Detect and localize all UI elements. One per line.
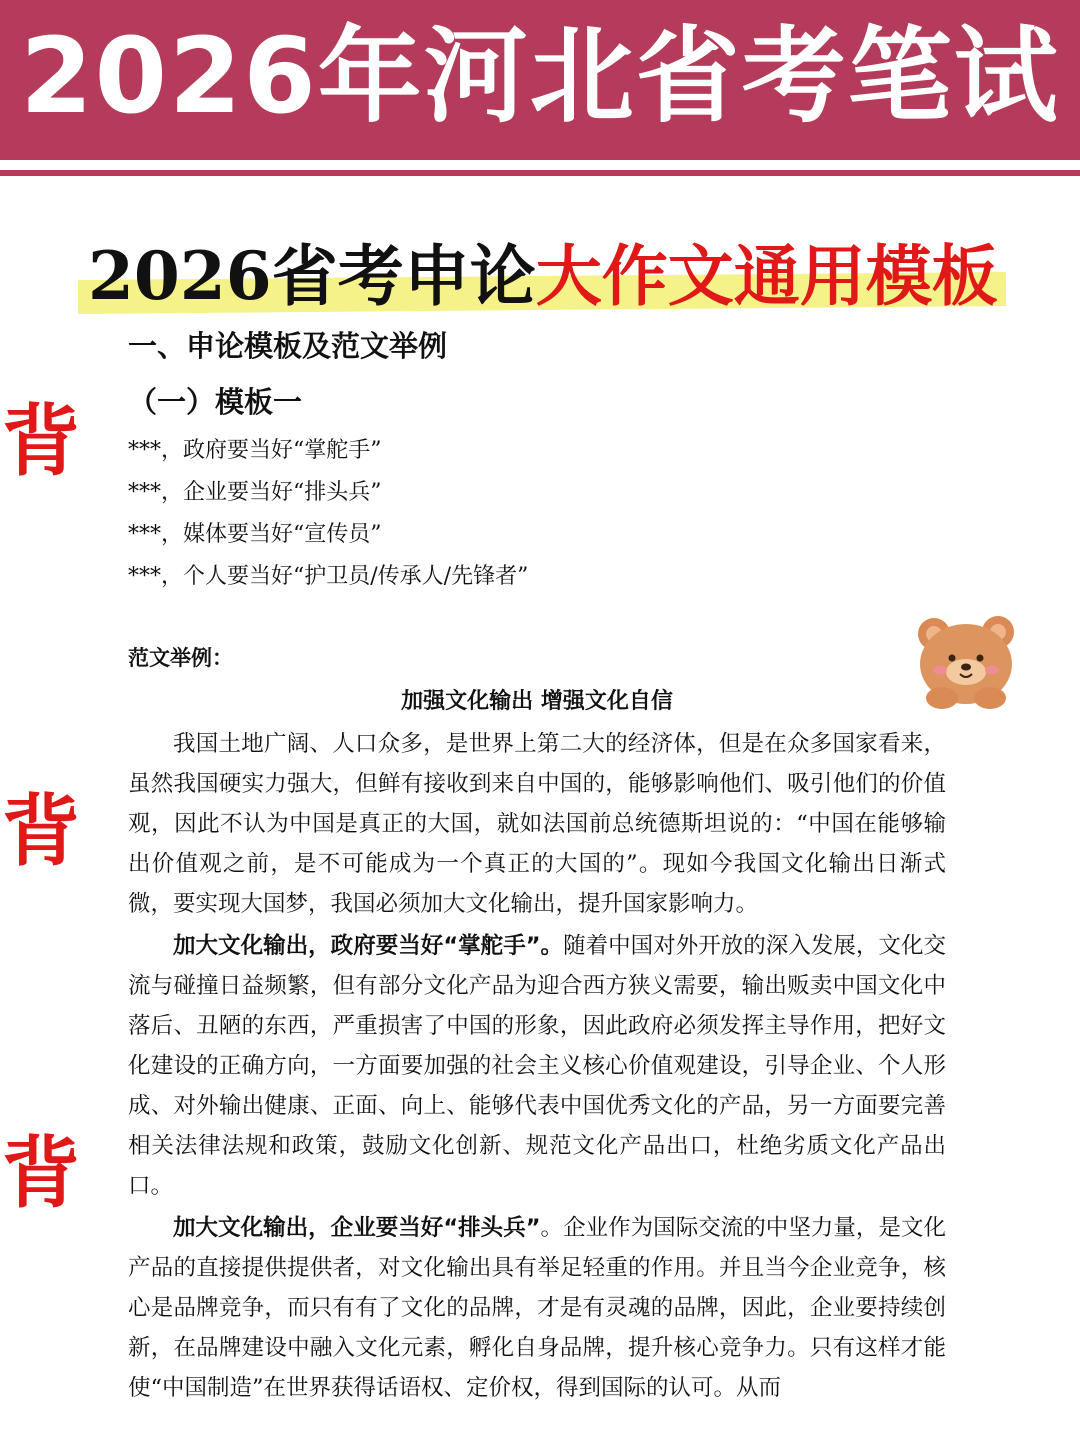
document-title-red: 大作文通用模板 (535, 237, 998, 315)
document-title (88, 236, 998, 316)
side-mark-memorize: 背 (2, 397, 81, 487)
subsection-heading: （一）模板一 (128, 385, 303, 419)
template-line-government: ***，政府要当好“掌舵手” (128, 438, 382, 463)
header-banner (0, 0, 1080, 160)
paragraph-text: 随着中国对外开放的深入发展，文化交流与碰撞日益频繁，但有部分文化产品为迎合西方狭义需要，输出贩卖中国文化中落后、丑陋的东西，严重损害了中国的形象，因此政府必须发挥主导作用，把好文化建设的正确方向，一方面要加强的社会主义核心价值观建设，引导企业、个人形成、对外输出健康、正面、向上、能够代表中国优秀文化的产品，另一方面要完善相关法律法规和政策，鼓励文化创新、规范文化产品出口，杜绝劣质文化产品出口。 (128, 933, 946, 1199)
banner-underline (0, 170, 1080, 176)
side-mark-memorize: 背 (2, 787, 81, 877)
essay-paragraph-government (128, 926, 946, 1206)
paragraph-lead: 加大文化输出，政府要当好“掌舵手”。 (173, 933, 564, 959)
template-line-enterprise: ***，企业要当好“排头兵” (128, 480, 382, 505)
section-heading: 一、申论模板及范文举例 (128, 329, 448, 363)
template-line-individual: ***，个人要当好“护卫员/传承人/先锋者” (128, 564, 529, 589)
template-line-media: ***，媒体要当好“宣传员” (128, 522, 382, 547)
essay-paragraph-intro (128, 724, 946, 924)
essay-title: 加强文化输出 增强文化自信 (401, 689, 673, 714)
paragraph-lead: 加大文化输出，企业要当好“排头兵” (173, 1215, 541, 1241)
essay-paragraph-enterprise (128, 1208, 946, 1408)
side-mark-memorize: 背 (2, 1129, 81, 1219)
paragraph-text: 我国土地广阔、人口众多，是世界上第二大的经济体，但是在众多国家看来，虽然我国硬实力强大，但鲜有接收到来自中国的，能够影响他们、吸引他们的价值观，因此不认为中国是真正的大国，就如法国前总统德斯坦说的：“中国在能够输出价值观之前，是不可能成为一个真正的大国的”。现如今我国文化输出日渐式微，要实现大国梦，我国必须加大文化输出，提升国家影响力。 (128, 731, 946, 917)
document-title-black: 2026省考申论 (88, 237, 536, 315)
paragraph-text: 。企业作为国际交流的中坚力量，是文化产品的直接提供提供者，对文化输出具有举足轻重的作用。并且当今企业竞争，核心是品牌竞争，而只有有了文化的品牌，才是有灵魂的品牌，因此，企业要持续创新，在品牌建设中融入文化元素，孵化自身品牌，提升核心竞争力。只有这样才能使“中国制造”在世界获得话语权、定价权，得到国际的认可。从而 (128, 1215, 946, 1401)
banner-title: 2026年河北省考笔试 (20, 15, 1060, 137)
example-label: 范文举例： (128, 646, 233, 670)
